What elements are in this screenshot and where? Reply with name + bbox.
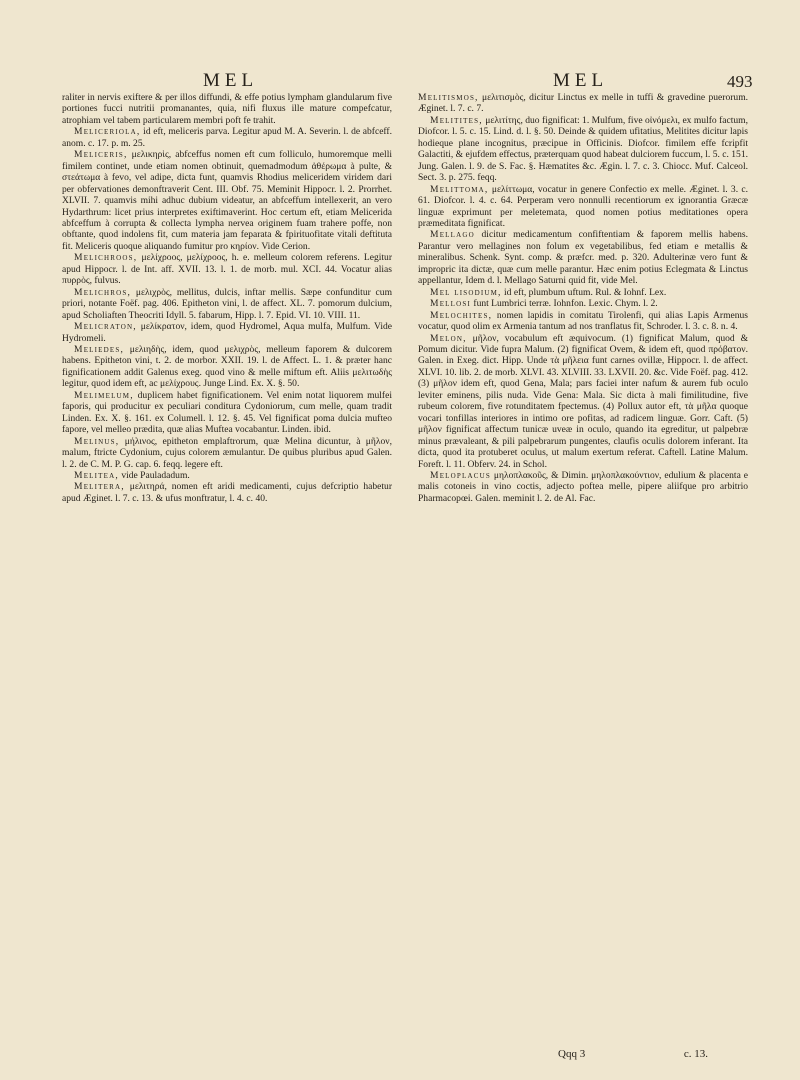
entry-headword: Melicraton, <box>74 321 137 333</box>
dictionary-entry <box>62 287 392 321</box>
dictionary-entry <box>62 149 392 252</box>
entry-headword: Meloplacus <box>430 469 491 481</box>
entry-text: nomen lapidis in comitatu Tirolenfi, qui alias Lapis Armenus vocatur, quod olim ex Armenia tantum ad nos tranflatus fit, Schroder. l. 3. c. 8. n. 4. <box>418 309 748 333</box>
entry-text: funt Lumbrici terræ. Iohnfon. Lexic. Chym. l. 2. <box>473 298 658 310</box>
entry-headword: Melitites, <box>430 114 483 126</box>
dictionary-entry <box>62 126 392 149</box>
dictionary-entry <box>418 470 748 504</box>
signature-mark: Qqq 3 <box>558 1048 586 1060</box>
entry-headword: Melichros, <box>74 286 132 298</box>
dictionary-entry <box>418 298 748 309</box>
entry-text: μήλινος, epitheton emplaftrorum, quæ Melina dicuntur, à μῆλον, malum, ftricte Cydonium, cujus colorem æmulantur. De quibus pluribus apud Galen. l. 2. de C. M. P. G. cap. 6. feqq. legere eft. <box>62 435 392 470</box>
entry-headword: Melittoma, <box>430 183 489 195</box>
entry-text: id eft, plumbum uftum. Rul. & Iohnf. Lex. <box>504 286 667 298</box>
entry-text: μελίχροος, μελίχροος, h. e. melleum colorem referens. Legitur apud Hippocr. l. de Int. aff. XVII. 13. l. 1. de morb. mul. XCI. 44. Vocatur alias πυρρὸς, fulvus. <box>62 252 392 287</box>
running-head-left: MEL <box>203 70 259 91</box>
entry-headword: Melochites, <box>430 309 493 321</box>
entry-headword: Melimelum, <box>74 389 134 401</box>
dictionary-entry <box>418 287 748 298</box>
entry-text: μελικηρὶς, abfceffus nomen eft cum folliculo, humoremque melli fimilem continet, unde etiam nomen obtinuit, quemadmodum ἀθέρωμα à pulte, & στεάτωμα à fevo, vel adipe, dicta funt, quamvis Rhodius meliceridem viridem dari per obfervationes demonftraverit Cent. III. Obf. 75. Meminit Hippocr. l. 2. Prorrhet. XLVII. 7. quamvis mihi adhuc dubium videatur, an abfceffum intellexerit, an vero Hydarthrum: licet prius interpretes exiftimaverint. Hoc certum eft, etiam Melicerida abfceffum à corrupta & collecta lympha nervea originem fuam trahere poffe, non obftante, quod indolens fit, cum materia jam feparata & fpirituofitate vitali deftituta fit. Meliceris quoque aliquando fumitur pro κηρίον. Vide Cerion. <box>62 149 392 252</box>
entry-headword: Meliceris, <box>74 149 128 161</box>
dictionary-entry <box>62 470 392 481</box>
entry-headword: Meliceriola, <box>74 126 141 138</box>
entry-headword: Meliedes, <box>74 343 125 355</box>
dictionary-entry <box>418 184 748 230</box>
dictionary-entry <box>418 92 748 115</box>
entry-text: μελιτίτης, duo fignificat: 1. Mulfum, five οἰνόμελι, ex mulfo factum, Diofcor. l. 5. c. 15. Lind. d. l. §. 50. Deinde & quidem ufitatius, Melitites dicitur lapis hodieque plane incognitus, præcipue in Officinis. Diofcor. fimilem effe fcripfit Galactiti, & ejufdem effectus, præterquam quod habeat dulciorem fuccum, l. 5. c. 151. Jung. Galen. l. 9. de S. Fac. §. Hæmatites &c. Ægin. l. 7. c. 3. Chiocc. Muf. Calceol. Sect. 3. p. 275. feqq. <box>418 114 748 184</box>
entry-text: μελιτηρά, nomen eft aridi medicamenti, cujus defcriptio habetur apud Æginet. l. 7. c. 13. & ufus monftratur, l. 4. c. 40. <box>62 481 392 504</box>
running-head-right: MEL <box>553 70 609 91</box>
entry-headword: Mellosi <box>430 298 471 310</box>
dictionary-entry <box>418 333 748 470</box>
dictionary-entry <box>418 310 748 333</box>
entry-text: dicitur medicamentum confiftentiam & faporem mellis habens. Parantur vero mellagines non folum ex vegetabilibus, fed etiam e metallis & mineralibus. Schenk. Synt. comp. & præfcr. med. p. 320. Adulterinæ vero funt & impropric ita dictæ, quæ cum melle parantur. Hæc enim potius Eclegmata & Linctus appellantur, Idem d. l. Mellago Saturni quid fit, vide Mel. <box>418 229 749 287</box>
dictionary-entry <box>62 390 392 436</box>
entry-headword: Melinus, <box>74 435 120 447</box>
dictionary-entry <box>418 115 748 184</box>
entry-text: μῆλον, vocabulum eft æquivocum. (1) fignificat Malum, quod & Pomum dicitur. Vide fupra Malum. (2) fignificat Ovem, & idem eft, quod πρόβατον. Galen. in Exeg. dict. Hipp. Unde τὰ μῆλεια funt carnes ovillæ, Hippocr. l. de affect. XLVI. 10. lib. 2. de morb. XLVI. 43. XLVIII. 33. LXVII. 20. &c. Vide Foëf. pag. 412. (3) μῆλον idem eft, quod Gena, Mala; pars faciei inter nafum & aurem fub oculo leviter eminens, pilis nuda. Vide Gena: Mala. Sic dicta à mali fimilitudine, five rubeum colorem, five rotunditatem fpectemus. (4) Pollux autor eft, τὰ μῆλα quoque vocari tonfillas interiores in intimo ore pofitas, ad radicem linguæ. Gorr. Caft. (5) μῆλον fignificat affectum tunicæ uveæ in oculo, quando ita egreditur, ut palpebræ minus prævaleant, & pili palpebrarum pungentes, claufis oculis dolorem inferant. Ita dicta, quod ita protuberet oculus, ut malum exertum referat. Caftell. Latine Malum. Foreft. l. 11. Obferv. 24. in Schol. <box>418 332 748 470</box>
dictionary-entry <box>62 321 392 344</box>
entry-headword: Melitea, <box>74 469 119 481</box>
dictionary-entry <box>62 252 392 286</box>
entry-headword: Melitera, <box>74 481 125 493</box>
entry-text: μελιτισμὸς, dicitur Linctus ex melle in tuffi & gravedine puerorum. Æginet. l. 7. c. 7. <box>418 92 749 115</box>
dictionary-entry <box>418 229 748 286</box>
left-text-column <box>62 92 392 504</box>
entry-text: μελίττωμα, vocatur in genere Confectio ex melle. Æginet. l. 3. c. 61. Diofcor. l. 4. c. 64. Perperam vero nonnulli recentiorum ex ignorantia Græcæ linguæ exprimunt per meletemata, quod nomen potius meditationes opera præmeditata fignificat. <box>418 183 749 229</box>
right-text-column <box>418 92 748 504</box>
entry-text: μελιηδὴς, idem, quod μελιχρὸς, melleum faporem & dulcorem habens. Epitheton vini, t. 2. de morbor. XXII. 19. l. de Affect. L. 1. & præter hanc fignificationem addit Galenus exeg. quod vino & melle miftum eft. Aliis μελιτωδὴς legitur, quod idem eft, ac μελίχρους. Junge Lind. Ex. X. §. 50. <box>62 343 392 390</box>
entry-headword: Melitismos, <box>418 92 479 103</box>
entry-text: μελιχρὸς, mellitus, dulcis, inftar mellis. Sæpe confunditur cum priori, notante Foëf. pag. 406. Epitheton vini, l. de affect. XL. 7. pomorum dulcium, apud Scholiaften Theocriti Idyll. 5. fabarum, Hipp. l. 7. Epid. VI. 10. VIII. 11. <box>62 286 392 321</box>
entry-headword: Mel lisodium, <box>430 286 502 298</box>
entry-text: μηλοπλακοῦς, & Dimin. μηλοπλακούντιον, edulium & placenta e malis cotoneis in vino coctis, adjecto poftea melle, pipere aliifque pro arbitrio Pharmacopœi. Galen. meminit l. 2. de Al. Fac. <box>418 469 748 504</box>
catchword: c. 13. <box>683 1048 708 1060</box>
entry-text: μελίκρατον, idem, quod Hydromel, Aqua mulfa, Mulfum. Vide Hydromeli. <box>62 321 392 344</box>
dictionary-entry <box>62 436 392 470</box>
entry-text: raliter in nervis exiftere & per illos diffundi, & effe potius lympham glandularum five portiones fucci nutritii promanantes, quia, nifi fluxus ille mature compefcatur, atrophiam vel tabem particularem membri poft fe trahit. <box>62 92 392 126</box>
entry-text: duplicem habet fignificationem. Vel enim notat liquorem mulfei faporis, qui producitur ex peculiari conditura Cydoniorum, cum melle, quam tradit Linden. Ex. X. §. 161. ex Columell. l. 12. §. 45. Vel fignificat poma dulcia mufteo fapore, vel melleo prædita, quæ alias Muftea vocabantur. Linden. ibid. <box>62 389 392 436</box>
entry-headword: Melon, <box>430 332 467 344</box>
dictionary-entry <box>62 92 392 126</box>
entry-text: id eft, meliceris parva. Legitur apud M. A. Severin. l. de abfceff. anom. c. 17. p. m. 25. <box>62 126 393 149</box>
dictionary-entry <box>62 481 392 504</box>
entry-headword: Melichroos, <box>74 252 138 264</box>
entry-headword: Mellago <box>430 229 475 241</box>
page-number: 493 <box>727 72 753 91</box>
dictionary-entry <box>62 344 392 390</box>
entry-text: vide Pauladadum. <box>121 469 190 481</box>
